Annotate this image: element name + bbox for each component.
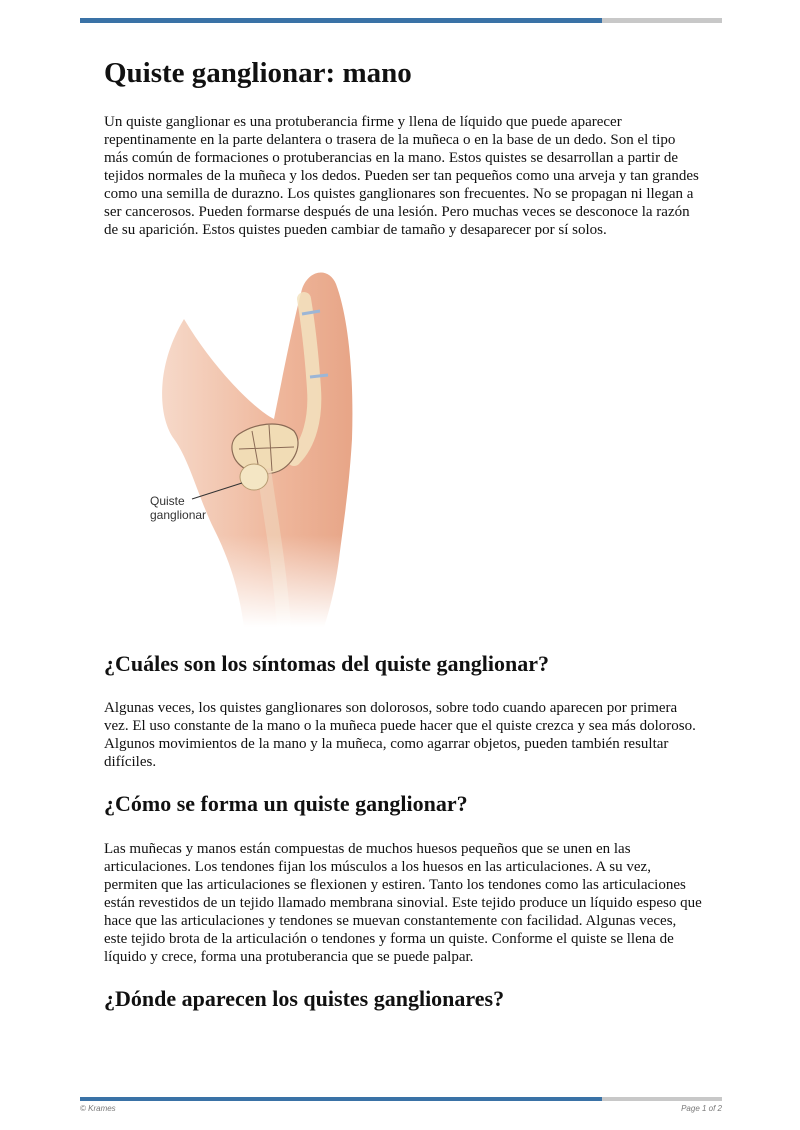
footer-copyright: © Krames	[80, 1104, 116, 1113]
document-content	[104, 56, 702, 1034]
bottom-progress-fill	[80, 1097, 602, 1101]
bottom-progress-bar	[80, 1097, 722, 1101]
section-body-formation: Las muñecas y manos están compuestas de muchos huesos pequeños que se unen en las articulaciones. Los tendones fijan los músculos a los huesos en las articulaciones. A su vez, permiten que las articulaciones se flexionen y estiren. Tanto los tendones como las articulaciones están revestidos de un tejido llamado membrana sinovial. Este tejido produce un líquido espeso que hace que las articulaciones y tendones se muevan constantemente con facilidad. Algunas veces, este tejido brota de la articulación o tendones y forma un quiste. Conforme el quiste se llena de líquido y crece, forma una protuberancia que se puede palpar.	[104, 840, 702, 965]
top-progress-fill	[80, 18, 602, 23]
hand-illustration-svg	[144, 259, 444, 627]
top-progress-bar	[80, 18, 722, 23]
intro-paragraph: Un quiste ganglionar es una protuberancia firme y llena de líquido que puede aparecer repentinamente en la parte delantera o trasera de la muñeca o en la base de un dedo. Son el tipo más común de formaciones o protuberancias en la mano. Estos quistes se desarrollan a partir de tejidos normales de la muñeca y los dedos. Pueden ser tan pequeños como una arveja y tan grandes como una semilla de durazno. Los quistes ganglionares son frecuentes. No se propagan ni llegan a ser cancerosos. Pueden formarse después de una lesión. Pero muchas veces se desconoce la razón de su aparición. Estos quistes pueden cambiar de tamaño y desaparecer por sí solos.	[104, 113, 699, 238]
page-title: Quiste ganglionar: mano	[104, 57, 412, 89]
section-heading-formation: ¿Cómo se forma un quiste ganglionar?	[104, 791, 468, 817]
section-body-symptoms: Algunas veces, los quistes ganglionares son dolorosos, sobre todo cuando aparecen por primera vez. El uso constante de la mano o la muñeca puede hacer que el quiste crezca y sea más doloroso. Algunos movimientos de la mano y la muñeca, como agarrar objetos, pueden también resultar difíciles.	[104, 700, 696, 771]
section-heading-symptoms: ¿Cuáles son los síntomas del quiste ganglionar?	[104, 650, 549, 676]
section-heading-location: ¿Dónde aparecen los quistes ganglionares?	[104, 985, 505, 1011]
footer-page-number: Page 1 of 2	[681, 1104, 722, 1113]
hand-illustration	[104, 259, 702, 627]
